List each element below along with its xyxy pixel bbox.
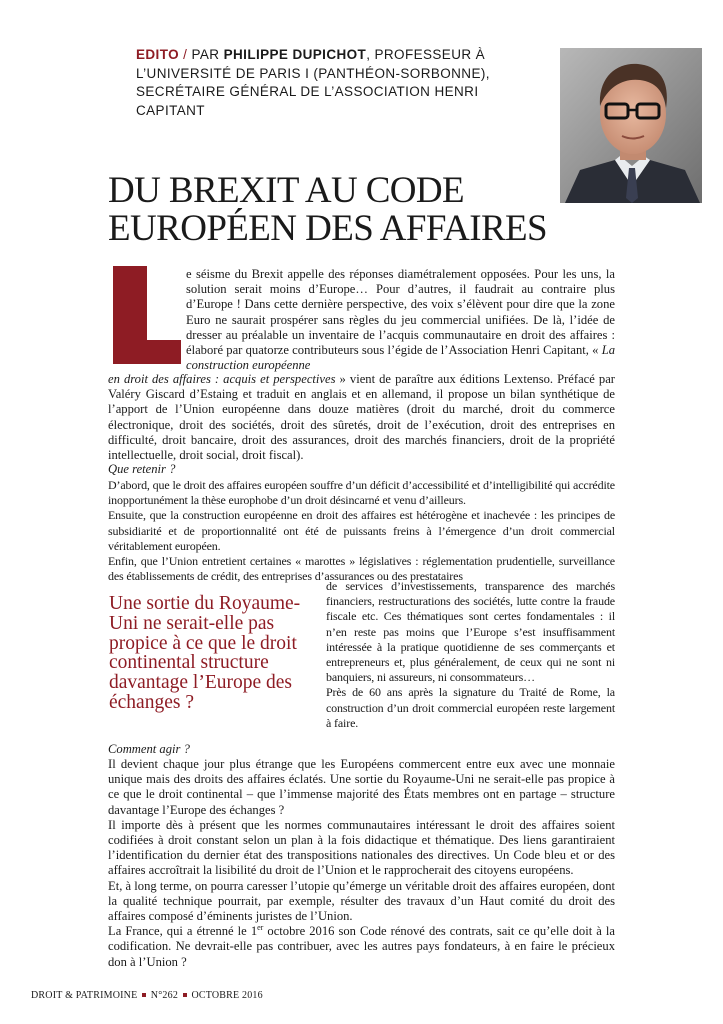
retenir-paragraph-4: Près de 60 ans après la signature du Traité de Rome, la construction d’un droit commercial européen reste largement à faire. <box>326 685 615 730</box>
retenir-paragraph-2: Ensuite, que la construction européenne en droit des affaires est hétérogène et inachevée : les principes de subsidiarité et de proportionnalité ont été de puissants freins à l’émergence d’un droit commercial véritablement européen. <box>108 508 615 553</box>
intro-paragraph-bottom <box>108 372 615 463</box>
title-line-2: EUROPÉEN DES AFFAIRES <box>108 208 548 249</box>
edito-label: EDITO <box>136 47 180 62</box>
book-title-b: en droit des affaires : acquis et perspectives <box>108 372 336 386</box>
retenir-section <box>108 478 615 584</box>
separator-square-icon <box>142 993 146 997</box>
edito-separator: / <box>183 47 188 62</box>
intro-paragraph-top <box>186 267 615 373</box>
issue-date: OCTOBRE 2016 <box>191 990 263 1001</box>
ordinal-superscript: er <box>257 923 264 933</box>
agir-p4-end: octobre 2016 son Code rénové des contrats, sait ce qu’elle doit à la codification. Ne devrait-elle pas contribuer, avec les autres pays fondateurs, à en faire le précieux don à l’Union ? <box>108 924 616 969</box>
issue-number: N°262 <box>150 990 179 1001</box>
retenir-paragraph-3-continued: de services d’investissements, transparence des marchés financiers, restructurations des sociétés, lutte contre la fraude fiscale etc. Ces thématiques sont certes fondamentales : il n’en reste pas moins que l’Europe s’est insuffisamment intéressée à la pratique quotidienne de ses commerçants et entrepreneurs et, plus généralement, de ceux qui ne sont ni banquiers, ni assureurs, ni consommateurs… <box>326 579 615 685</box>
page-footer <box>31 990 263 1001</box>
agir-paragraph-4 <box>108 924 615 970</box>
agir-paragraph-1: Il devient chaque jour plus étrange que les Européens commercent entre eux avec une monnaie unique mais des droits des affaires éclatés. Une sortie du Royaume-Uni ne serait-elle pas propice à ce que le droit continental – que l’immense majorité des États membres ont en partage – structure davantage l’Europe des échanges ? <box>108 757 615 817</box>
title-line-1: DU BREXIT AU CODE <box>108 170 465 211</box>
agir-p4-start: La France, qui a étrenné le 1 <box>108 924 258 939</box>
author-name: PHILIPPE DUPICHOT <box>223 47 367 62</box>
byline <box>136 46 541 120</box>
intro-text-2: » vient de paraître aux éditions Lextenso. Préfacé par Valéry Giscard d’Estaing et traduit en anglais et en allemand, il propose un bilan synthétique de l’apport de l’Union européenne dans douze matières (droit du marché, droit du commerce électronique, droit des sociétés, droit des sûretés, droit de l’exécution, droit des entreprises en difficulté, droit bancaire, droit des assurances, droit des marchés financiers, droit de la propriété intellectuelle, droit social, droit fiscal). <box>108 372 615 463</box>
intro-text-1: e séisme du Brexit appelle des réponses diamétralement opposées. Pour les uns, la solution serait moins d’Europe… Pour d’autres, il faudrait au contraire plus d’Europe ! Dans cette dernière perspective, des voix s’élèvent pour dire que la zone Euro ne saurait prospérer sans règles du jeu commercial unifiées. De là, l’idée de dresser au préalable un inventaire de l’acquis communautaire en droit des affaires : élaboré par quatorze contributeurs sous l’égide de l’Association Henri Capitant, « <box>186 267 615 358</box>
agir-paragraph-3: Et, à long terme, on pourra caresser l’utopie qu’émerge un véritable droit des affaires européen, dont la qualité technique pourrait, par exemple, résulter des travaux d’un Haut comité du droit des affaires composé d’éminents juristes de l’Union. <box>108 878 615 924</box>
drop-cap-letter <box>111 266 181 364</box>
pull-quote: Une sortie du Royaume-Uni ne serait-elle pas propice à ce que le droit continental structure davantage l’Europe des échanges ? <box>109 593 301 713</box>
agir-section <box>108 757 615 970</box>
book-title-a: La construction européenne <box>186 343 615 373</box>
agir-paragraph-2: Il importe dès à présent que les normes communautaires intéressant le droit des affaires soient codifiées à droit constant selon un plan à la fois didactique et thématique. Des liens garantiraient l’identification du dernier état des transpositions nationales des directives. Un Code bleu et or des affaires accroîtrait la lisibilité du droit de l’Union et le rapprocherait des citoyens européens. <box>108 817 615 878</box>
publication-name: DROIT & PATRIMOINE <box>31 990 138 1001</box>
section-label-agir: Comment agir ? <box>108 742 190 756</box>
retenir-paragraph-3: Enfin, que l’Union entretient certaines « marottes » législatives : réglementation prudentielle, surveillance des établissements de crédit, des entreprises d’assurances ou des prestataires <box>108 554 615 584</box>
drop-cap <box>111 266 181 364</box>
retenir-section-column <box>326 579 615 731</box>
retenir-paragraph-1: D’abord, que le droit des affaires européen souffre d’un déficit d’accessibilité et d’intelligibilité qui accrédite inopportunément la thèse europhobe d’un droit désincarné et venu d’ailleurs. <box>108 478 615 508</box>
article-title <box>108 172 668 248</box>
section-label-retenir: Que retenir ? <box>108 462 176 476</box>
separator-square-icon <box>183 993 187 997</box>
by-prefix: PAR <box>191 47 220 62</box>
author-titles: , PROFESSEUR À L’UNIVERSITÉ DE PARIS I (PANTHÉON-SORBONNE), SECRÉTAIRE GÉNÉRAL DE L’ASSOCIATION HENRI CAPITANT <box>136 47 490 118</box>
